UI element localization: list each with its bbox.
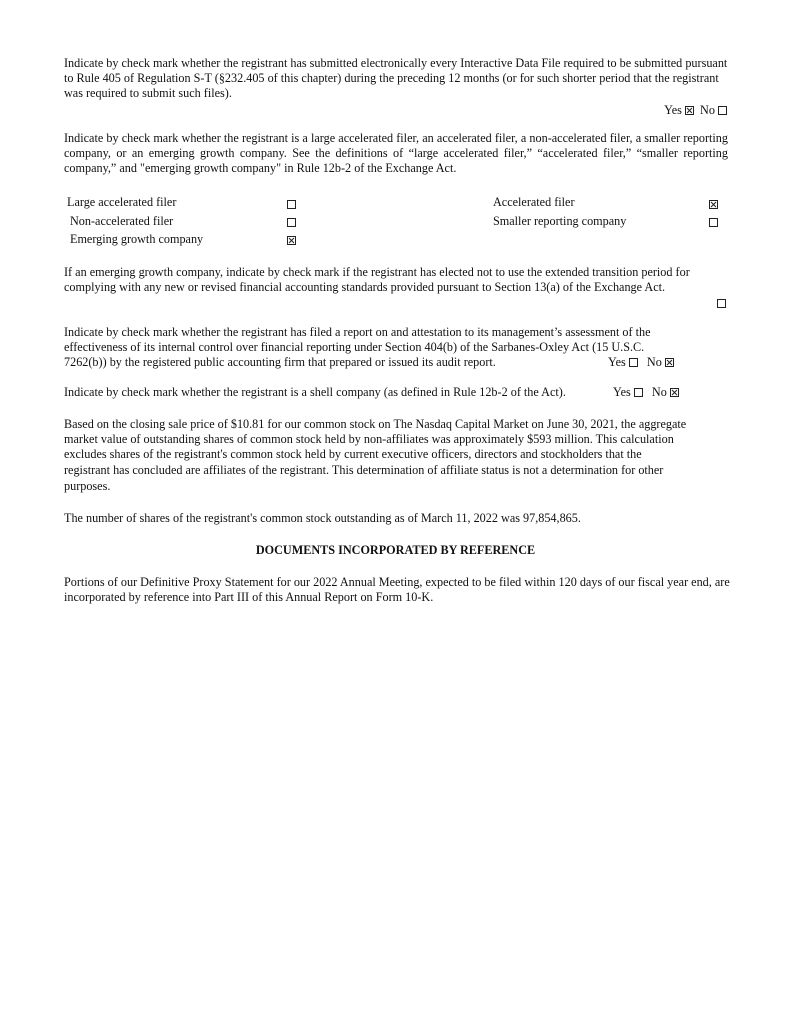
smaller-reporting-company-checkbox[interactable]	[709, 218, 718, 227]
internal-control-yes-checkbox[interactable]	[629, 358, 638, 367]
no-label: No	[651, 385, 667, 399]
documents-heading: DOCUMENTS INCORPORATED BY REFERENCE	[255, 543, 536, 557]
yes-label: Yes	[613, 385, 631, 399]
no-label: No	[700, 103, 715, 117]
non-accelerated-filer-checkbox[interactable]	[287, 218, 296, 227]
yes-label: Yes	[608, 355, 626, 369]
transition-period-paragraph: If an emerging growth company, indicate by check mark if the registrant has elected not to use the extended transition period for complying with any new or revised financial accounting standards provided pursuant to Section 13(a) of the Exchange Act.	[64, 265, 690, 294]
shell-company-checkboxes	[613, 385, 679, 400]
market-value-line-3: excludes shares of the registrant's common stock held by current executive officers, directors and stockholders that the	[64, 447, 642, 461]
internal-control-line-3: 7262(b)) by the registered public accounting firm that prepared or issued its audit report.	[64, 355, 496, 369]
shell-company-yes-checkbox[interactable]	[634, 388, 643, 397]
transition-period-checkbox[interactable]	[717, 299, 726, 308]
documents-paragraph: Portions of our Definitive Proxy Statement for our 2022 Annual Meeting, expected to be filed within 120 days of our fiscal year end, are incorporated by reference into Part III of this Annual Report on Form 10-K.	[64, 575, 730, 604]
yes-label: Yes	[664, 103, 682, 117]
internal-control-no-checkbox[interactable]	[665, 358, 674, 367]
internal-control-checkboxes	[608, 355, 674, 370]
emerging-growth-company-label: Emerging growth company	[70, 232, 204, 246]
no-label: No	[646, 355, 662, 369]
shell-company-no-checkbox[interactable]	[670, 388, 679, 397]
emerging-growth-company-checkbox[interactable]	[287, 236, 296, 245]
interactive-data-checkboxes	[664, 103, 727, 118]
large-accelerated-filer-label: Large accelerated filer	[67, 195, 177, 209]
market-value-line-1: Based on the closing sale price of $10.81 for our common stock on The Nasdaq Capital Market on June 30, 2021, the aggregate	[64, 417, 687, 431]
filer-status-paragraph: Indicate by check mark whether the registrant is a large accelerated filer, an accelerated filer, a non-accelerated filer, a smaller reporting company, or an emerging growth company. See the definitions of “large accelerated filer,” “accelerated filer,” “smaller reporting company,” and "emerging growth company" in Rule 12b-2 of the Exchange Act.	[64, 131, 728, 175]
interactive-data-yes-checkbox[interactable]	[685, 106, 694, 115]
internal-control-line-1: Indicate by check mark whether the registrant has filed a report on and attestation to its management’s assessment of the	[64, 325, 651, 339]
internal-control-line-2: effectiveness of its internal control over financial reporting under Section 404(b) of the Sarbanes-Oxley Act (15 U.S.C.	[64, 340, 645, 354]
interactive-data-no-checkbox[interactable]	[718, 106, 727, 115]
market-value-line-2: market value of outstanding shares of common stock held by non-affiliates was approximately $593 million. This calculation	[64, 432, 674, 446]
market-value-line-4: registrant has concluded are affiliates of the registrant. This determination of affiliate status is not a determination for other	[64, 463, 664, 477]
accelerated-filer-checkbox[interactable]	[709, 200, 718, 209]
interactive-data-paragraph: Indicate by check mark whether the registrant has submitted electronically every Interactive Data File required to be submitted pursuant to Rule 405 of Regulation S-T (§232.405 of this chapter) during the preceding 12 months (or for such shorter period that the registrant was required to submit such files).	[64, 56, 728, 100]
market-value-line-5: purposes.	[64, 479, 111, 493]
large-accelerated-filer-checkbox[interactable]	[287, 200, 296, 209]
smaller-reporting-company-label: Smaller reporting company	[493, 214, 627, 228]
accelerated-filer-label: Accelerated filer	[493, 195, 575, 209]
non-accelerated-filer-label: Non-accelerated filer	[70, 214, 174, 228]
shell-company-paragraph: Indicate by check mark whether the registrant is a shell company (as defined in Rule 12b-2 of the Act).	[64, 385, 566, 399]
shares-outstanding-paragraph: The number of shares of the registrant's common stock outstanding as of March 11, 2022 was 97,854,865.	[64, 511, 581, 525]
